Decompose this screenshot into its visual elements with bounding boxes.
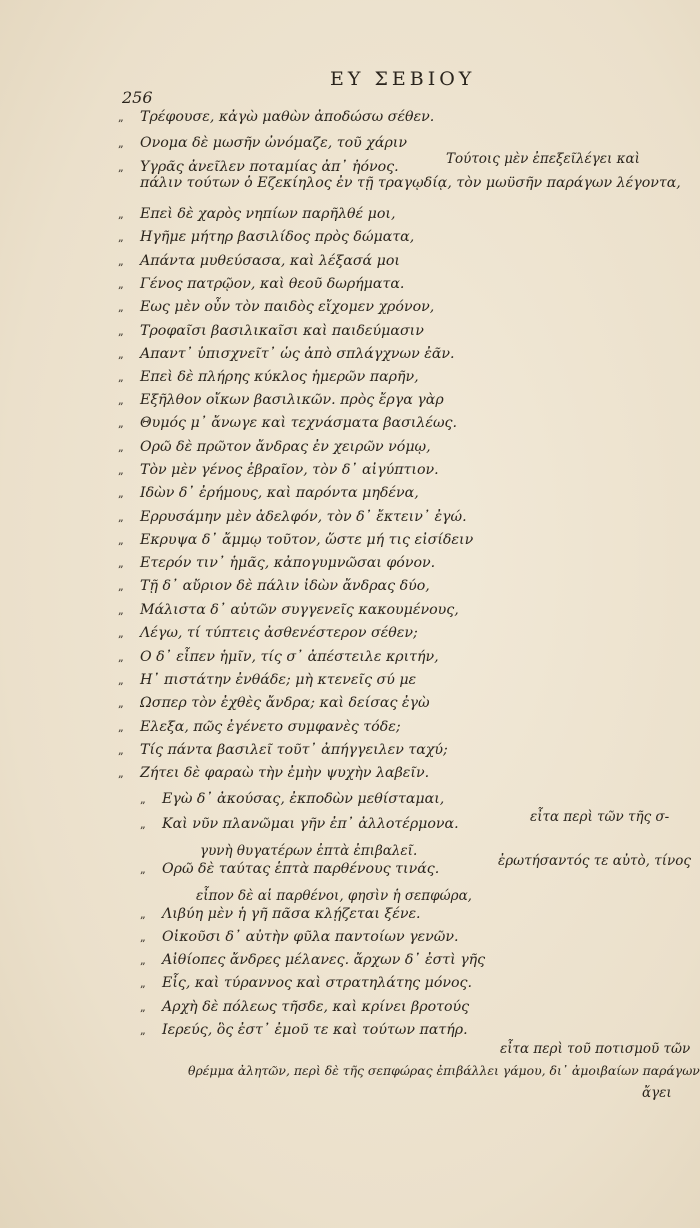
quote-mark: „ — [118, 231, 124, 244]
quote-mark: „ — [118, 557, 124, 570]
margin-note: εἶτα περὶ τοῦ ποτισμοῦ τῶν — [500, 1041, 691, 1057]
quote-mark: „ — [118, 325, 124, 338]
quote-mark: „ — [118, 208, 124, 221]
verse-text: Τὸν μὲν γένος ἑβραῖον, τὸν δ᾽ αἰγύπτιον. — [140, 462, 439, 478]
verse-line — [118, 368, 419, 387]
verse-line — [118, 764, 429, 783]
verse-text: Εἷς, καὶ τύραννος καὶ στρατηλάτης μόνος. — [162, 975, 473, 991]
verse-line — [118, 345, 455, 364]
quote-mark: „ — [140, 793, 146, 806]
verse-line — [118, 648, 439, 667]
page-number: 256 — [122, 88, 153, 107]
quote-mark: „ — [118, 371, 124, 384]
verse-text: Τίς πάντα βασιλεῖ τοῦτ᾽ ἀπήγγειλεν ταχύ; — [140, 742, 448, 758]
verse-text: Ορῶ δὲ πρῶτον ἄνδρας ἐν χειρῶν νόμῳ, — [140, 439, 431, 455]
verse-text: Υγρᾶς ἀνεῖλεν ποταμίας ἀπ᾽ ἠόνος. — [140, 159, 399, 175]
verse-line — [118, 298, 434, 317]
quote-mark: „ — [118, 348, 124, 361]
verse-line — [118, 228, 414, 247]
verse-text: Οἰκοῦσι δ᾽ αὐτὴν φῦλα παντοίων γενῶν. — [162, 929, 459, 945]
verse-text: Επεὶ δὲ χαρὸς νηπίων παρῆλθέ μοι, — [140, 206, 396, 222]
prose-line: εἶπον δὲ αἱ παρθένοι, φησὶν ἡ σεπφώρα, — [196, 888, 472, 904]
quote-mark: „ — [118, 511, 124, 524]
verse-text: Καὶ νῦν πλανῶμαι γῆν ἐπ᾽ ἀλλοτέρμονα. — [162, 816, 459, 832]
verse-line — [118, 508, 467, 527]
verse-text: Αἰθίοπες ἄνδρες μέλανες. ἄρχων δ᾽ ἐστὶ γῆς — [162, 952, 486, 968]
verse-line — [118, 108, 434, 127]
verse-text: Θυμός μ᾽ ἄνωγε καὶ τεχνάσματα βασιλέως. — [140, 415, 457, 431]
quote-mark: „ — [118, 651, 124, 664]
verse-text: Απαντ᾽ ὑπισχνεῖτ᾽ ὡς ἀπὸ σπλάγχνων ἐᾶν. — [140, 346, 455, 362]
verse-text: Ζήτει δὲ φαραὼ τὴν ἐμὴν ψυχὴν λαβεῖν. — [140, 765, 430, 781]
quote-mark: „ — [140, 977, 146, 990]
verse-text: Ωσπερ τὸν ἐχθὲς ἄνδρα; καὶ δείσας ἐγὼ — [140, 695, 430, 711]
verse-line — [118, 741, 448, 760]
verse-text: Ιδὼν δ᾽ ἐρήμους, καὶ παρόντα μηδένα, — [140, 485, 419, 501]
verse-line — [118, 694, 430, 713]
verse-line — [118, 322, 424, 341]
verse-line — [118, 391, 444, 410]
verse-text: Τῇ δ᾽ αὔριον δὲ πάλιν ἰδὼν ἄνδρας δύο, — [140, 578, 430, 594]
verse-text: Γένος πατρῷον, καὶ θεοῦ δωρήματα. — [140, 276, 405, 292]
verse-line — [118, 554, 435, 573]
quote-mark: „ — [118, 744, 124, 757]
quote-mark: „ — [118, 604, 124, 617]
verse-line — [140, 790, 444, 809]
quote-mark: „ — [140, 818, 146, 831]
margin-note: Τούτοις μὲν ἐπεξεῖλέγει καὶ — [446, 151, 640, 167]
verse-line — [118, 577, 430, 596]
verse-line — [118, 484, 419, 503]
verse-text: Ερρυσάμην μὲν ἀδελφόν, τὸν δ᾽ ἔκτειν᾽ ἐγώ. — [140, 509, 467, 525]
verse-line — [118, 624, 418, 643]
verse-line — [140, 928, 459, 947]
verse-text: Απάντα μυθεύσασα, καὶ λέξασά μοι — [140, 253, 400, 269]
prose-line: πάλιν τούτων ὁ Εζεκίηλος ἐν τῇ τραγῳδίᾳ, τὸν μωϋσῆν παράγων λέγοντα, — [140, 175, 681, 191]
verse-line — [118, 252, 400, 271]
verse-text: Ελεξα, πῶς ἐγένετο συμφανὲς τόδε; — [140, 719, 401, 735]
quote-mark: „ — [140, 1001, 146, 1014]
verse-text: Ιερεύς, ὃς ἐστ᾽ ἐμοῦ τε καὶ τούτων πατήρ. — [162, 1022, 468, 1038]
verse-line — [140, 998, 469, 1017]
quote-mark: „ — [118, 627, 124, 640]
verse-line — [118, 414, 457, 433]
quote-mark: „ — [118, 487, 124, 500]
verse-text: Εως μὲν οὖν τὸν παιδὸς εἴχομεν χρόνον, — [140, 299, 435, 315]
prose-line: θρέμμα ἀλητῶν, περὶ δὲ τῆς σεπφώρας ἐπιβάλλει γάμου, δι᾽ ἀμοιβαίων παράγων — [188, 1063, 700, 1078]
quote-mark: „ — [140, 931, 146, 944]
verse-text: Επεὶ δὲ πλήρης κύκλος ἡμερῶν παρῆν, — [140, 369, 419, 385]
verse-line — [118, 718, 401, 737]
running-header: ΕΥ ΣΕΒΙΟΥ — [330, 68, 476, 90]
quote-mark: „ — [118, 301, 124, 314]
margin-note: εἶτα περὶ τῶν τῆς σ- — [530, 809, 670, 825]
quote-mark: „ — [140, 954, 146, 967]
verse-text: Εγὼ δ᾽ ἀκούσας, ἐκποδὼν μεθίσταμαι, — [162, 791, 445, 807]
verse-line — [140, 951, 485, 970]
verse-text: Τροφαῖσι βασιλικαῖσι καὶ παιδεύμασιν — [140, 323, 424, 339]
verse-text: Εξῆλθον οἴκων βασιλικῶν. πρὸς ἔργα γὰρ — [140, 392, 444, 408]
quote-mark: „ — [118, 674, 124, 687]
verse-line — [118, 531, 473, 550]
verse-line — [140, 815, 459, 834]
verse-text: Εκρυψα δ᾽ ἄμμῳ τοῦτον, ὥστε μή τις εἰσίδειν — [140, 532, 474, 548]
verse-text: Ο δ᾽ εἶπεν ἡμῖν, τίς σ᾽ ἀπέστειλε κριτήν, — [140, 649, 439, 665]
quote-mark: „ — [118, 394, 124, 407]
quote-mark: „ — [118, 278, 124, 291]
prose-line: γυνὴ θυγατέρων ἐπτὰ ἐπιβαλεῖ. — [200, 843, 418, 859]
verse-line — [118, 461, 439, 480]
verse-line — [140, 905, 421, 924]
verse-line — [140, 860, 439, 879]
verse-line — [140, 1021, 468, 1040]
verse-text: Λιβύη μὲν ἡ γῆ πᾶσα κλῄζεται ξένε. — [162, 906, 421, 922]
quote-mark: „ — [118, 580, 124, 593]
verse-line — [118, 275, 404, 294]
quote-mark: „ — [140, 1024, 146, 1037]
verse-line — [118, 438, 431, 457]
quote-mark: „ — [118, 161, 124, 174]
verse-text: Η᾽ πιστάτην ἐνθάδε; μὴ κτενεῖς σύ με — [140, 672, 417, 688]
verse-text: Αρχὴ δὲ πόλεως τῆσδε, καὶ κρίνει βροτούς — [162, 999, 470, 1015]
quote-mark: „ — [118, 137, 124, 150]
quote-mark: „ — [118, 767, 124, 780]
verse-line — [118, 671, 416, 690]
quote-mark: „ — [140, 908, 146, 921]
quote-mark: „ — [140, 863, 146, 876]
quote-mark: „ — [118, 721, 124, 734]
quote-mark: „ — [118, 255, 124, 268]
verse-text: Μάλιστα δ᾽ αὐτῶν συγγενεῖς κακουμένους, — [140, 602, 459, 618]
verse-text: Ετερόν τιν᾽ ἡμᾶς, κἀπογυμνῶσαι φόνον. — [140, 555, 436, 571]
quote-mark: „ — [118, 417, 124, 430]
verse-text: Ονομα δὲ μωσῆν ὠνόμαζε, τοῦ χάριν — [140, 135, 407, 151]
verse-line — [118, 601, 459, 620]
quote-mark: „ — [118, 111, 124, 124]
margin-note: ἐρωτήσαντός τε αὐτὸ, τίνος — [498, 853, 691, 869]
quote-mark: „ — [118, 441, 124, 454]
verse-text: Ηγῆμε μήτηρ βασιλίδος πρὸς δώματα, — [140, 229, 415, 245]
verse-text: Ορῶ δὲ ταύτας ἑπτὰ παρθένους τινάς. — [162, 861, 440, 877]
quote-mark: „ — [118, 464, 124, 477]
verse-text: Λέγω, τί τύπτεις ἀσθενέστερον σέθεν; — [140, 625, 418, 641]
quote-mark: „ — [118, 534, 124, 547]
quote-mark: „ — [118, 697, 124, 710]
verse-line — [118, 134, 407, 153]
verse-line — [140, 974, 472, 993]
verse-line — [118, 205, 396, 224]
verse-text: Τρέφουσε, κἀγὼ μαθὼν ἀποδώσω σέθεν. — [140, 109, 435, 125]
margin-note: ἄγει — [642, 1085, 672, 1101]
